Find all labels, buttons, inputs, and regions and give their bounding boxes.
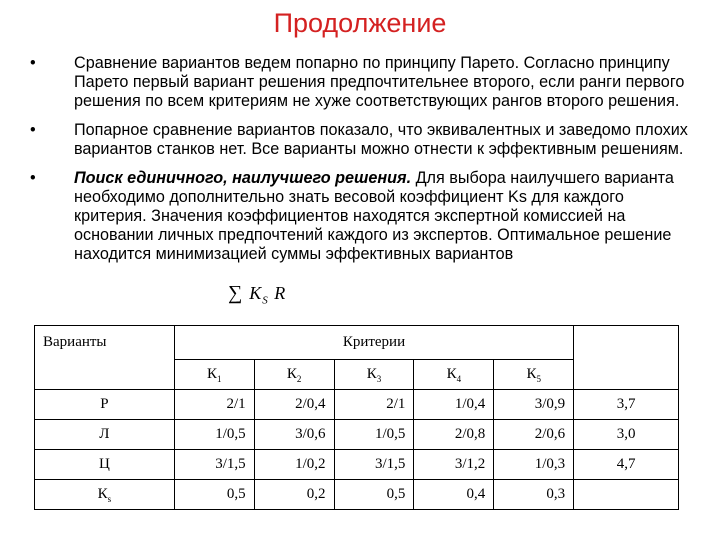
table-cell: 1/0,2 [254, 450, 334, 480]
sigma-symbol: ∑ [228, 282, 244, 304]
bullet-dot-icon: • [30, 169, 36, 187]
table-cell: 3/0,9 [494, 390, 574, 420]
formula-r: R [274, 283, 287, 303]
table-cell: 1/0,3 [494, 450, 574, 480]
row-total: 3,0 [574, 420, 679, 450]
sum-formula [228, 282, 286, 307]
table-cell: 3/1,5 [174, 450, 254, 480]
bullet-text: Для выбора наилучшего варианта необходимо дополнительно знать весовой коэффициент Ks для каждого критерия. Значения коэффициентов находятся экспертной комиссией на основании личных предпочтений каждого из экспертов. Оптимальное решение находится минимизацией суммы эффективных вариантов [74, 169, 674, 263]
formula-k: K [249, 283, 263, 303]
table-cell: 0,4 [414, 480, 494, 510]
table-cell: 2/0,6 [494, 420, 574, 450]
criterion-header: $К_3$ [334, 360, 414, 390]
table-cell: 1/0,5 [334, 420, 414, 450]
table-cell: 0,3 [494, 480, 574, 510]
table-row [35, 420, 679, 450]
row-total [574, 480, 679, 510]
table-row [35, 390, 679, 420]
table-cell: 0,5 [174, 480, 254, 510]
row-total: 3,7 [574, 390, 679, 420]
table-cell: 2/0,8 [414, 420, 494, 450]
header-variants: Варианты [35, 326, 175, 390]
bullet-item-pareto [30, 54, 690, 111]
bullet-dot-icon: • [30, 54, 36, 72]
slide-title: Продолжение [273, 8, 447, 38]
table-cell: 2/1 [334, 390, 414, 420]
bullet-text: Сравнение вариантов ведем попарно по принципу Парето. Согласно принципу Парето первый вариант решения предпочтительнее второго, если ранги первого решения по всем критериям не хуже соответствующих рангов второго решения. [74, 54, 685, 110]
table-cell: 1/0,4 [414, 390, 494, 420]
row-label: Ц [35, 450, 175, 480]
criteria-table [34, 325, 679, 510]
bullet-emphasis: Поиск единичного, наилучшего решения. [74, 169, 412, 187]
table-cell: 1/0,5 [174, 420, 254, 450]
formula-sub: S [262, 294, 269, 307]
criterion-header: $К_5$ [494, 360, 574, 390]
bullet-list [30, 54, 690, 274]
row-label: Л [35, 420, 175, 450]
bullet-dot-icon: • [30, 121, 36, 139]
bullet-text: Попарное сравнение вариантов показало, что эквивалентных и заведомо плохих вариантов станков нет. Все варианты можно отнести к эффективным решениям. [74, 121, 688, 158]
table-row [35, 480, 679, 510]
table-cell: 3/1,5 [334, 450, 414, 480]
header-criteria: Критерии [174, 326, 573, 360]
table-header-row [35, 326, 679, 360]
table-cell: 2/1 [174, 390, 254, 420]
criterion-header: $К_2$ [254, 360, 334, 390]
row-total: 4,7 [574, 450, 679, 480]
bullet-item-best-solution [30, 169, 690, 264]
criterion-header: $К_4$ [414, 360, 494, 390]
bullet-item-pairwise [30, 121, 690, 159]
table-cell: 0,5 [334, 480, 414, 510]
table-cell: 0,2 [254, 480, 334, 510]
table-cell: 2/0,4 [254, 390, 334, 420]
table-cell: 3/0,6 [254, 420, 334, 450]
header-total [574, 326, 679, 390]
row-label: Р [35, 390, 175, 420]
criterion-header: $К_1$ [174, 360, 254, 390]
table-cell: 3/1,2 [414, 450, 494, 480]
row-label: $К_s$ [35, 480, 175, 510]
table-row [35, 450, 679, 480]
